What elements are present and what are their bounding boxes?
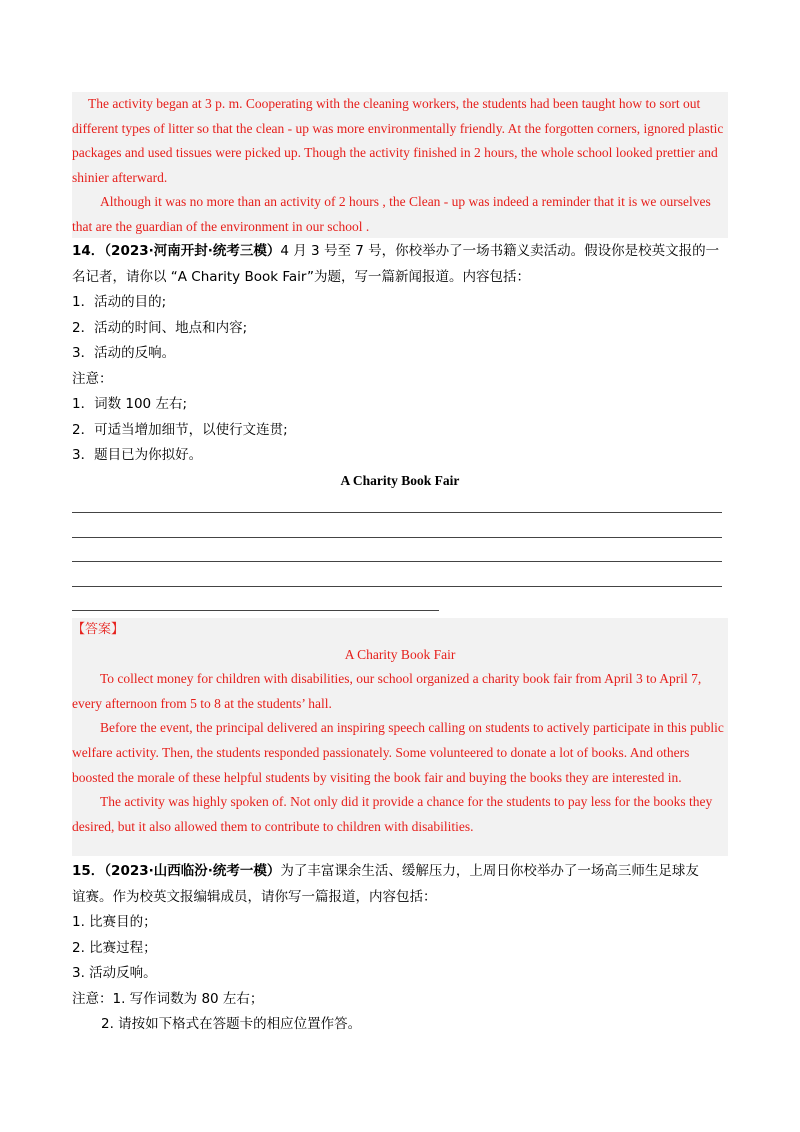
answer-14-title: A Charity Book Fair — [344, 646, 456, 662]
answer-13-paragraph-2: Although it was no more than an activity of 2 hours , the Clean - up was indeed a reminder that it is we ourselves that are the guardian of the environment in our school . — [72, 194, 711, 234]
question-15-note-line-1: 注意：1. 写作词数为 80 左右； — [72, 990, 264, 1007]
question-14-prompt — [72, 239, 732, 265]
answer-tag: 【答案】 — [72, 622, 125, 637]
question-14-prompt-line-1: 4 月 3 号至 7 号，你校举办了一场书籍义卖活动。假设你是校英文报的一 — [280, 243, 720, 259]
answer-14-paragraph-2: Before the event, the principal delivered an inspiring speech calling on students to actively participate in this public welfare activity. Then, the students responded passionately. Some volunteered to donate a lot of books. And others boosted the morale of these helpful students by visiting the book fair and buying the books they are interested in. — [72, 720, 724, 785]
question-14-item: 3．活动的反响。 — [72, 345, 176, 361]
question-15-prompt — [72, 859, 732, 885]
question-14 — [72, 239, 732, 469]
question-14-source: （2023·河南开封·统考三模） — [104, 243, 281, 259]
writing-line — [72, 512, 722, 513]
writing-line — [72, 610, 439, 611]
answer-14-paragraph-3: The activity was highly spoken of. Not only did it provide a chance for the students to pay less for the books they desired, but it also allowed them to contribute to children with disabilities. — [72, 794, 713, 834]
answer-block-13 — [72, 92, 728, 238]
question-15-item: 3. 活动反响。 — [72, 965, 157, 981]
question-14-note: 1．词数 100 左右; — [72, 396, 187, 412]
question-15-item: 2. 比赛过程； — [72, 939, 157, 956]
question-15 — [72, 859, 732, 1038]
writing-line — [72, 561, 722, 562]
question-14-number: 14． — [72, 243, 105, 259]
writing-line — [72, 537, 722, 538]
answer-14-paragraph-1: To collect money for children with disabilities, our school organized a charity book fair from April 3 to April 7, every afternoon from 5 to 8 at the students’ hall. — [72, 671, 702, 711]
question-15-number: 15． — [72, 863, 105, 879]
question-15-prompt-line-1: 为了丰富课余生活、缓解压力，上周日你校举办了一场高三师生足球友 — [280, 863, 699, 879]
answer-13-paragraph-1: The activity began at 3 p. m. Cooperating with the cleaning workers, the students had been taught how to sort out different types of litter so that the clean - up was more environmentally friendly. At the forgotten corners, ignored plastic packages and used tissues were picked up. Though the activity finished in 2 hours, the whole school looked prettier and shinier afterward. — [72, 96, 724, 185]
question-14-item: 1．活动的目的; — [72, 294, 167, 310]
question-15-note-line-2: 2. 请按如下格式在答题卡的相应位置作答。 — [101, 1016, 362, 1032]
question-14-note: 2．可适当增加细节，以使行文连贯; — [72, 421, 288, 438]
essay-title: A Charity Book Fair — [340, 473, 460, 488]
question-15-prompt-line-2: 谊赛。作为校英文报编辑成员，请你写一篇报道，内容包括： — [72, 888, 437, 905]
question-15-item: 1. 比赛目的； — [72, 914, 157, 930]
answer-block-14 — [72, 618, 728, 856]
question-14-note: 3．题目已为你拟好。 — [72, 447, 203, 463]
writing-line — [72, 586, 722, 587]
question-14-item: 2．活动的时间、地点和内容; — [72, 319, 248, 336]
question-15-source: （2023·山西临汾·统考一模） — [104, 863, 281, 879]
question-14-note-label: 注意： — [72, 370, 113, 387]
question-14-prompt-line-2: 名记者，请你以 “A Charity Book Fair”为题，写一篇新闻报道。内容包括： — [72, 268, 530, 285]
